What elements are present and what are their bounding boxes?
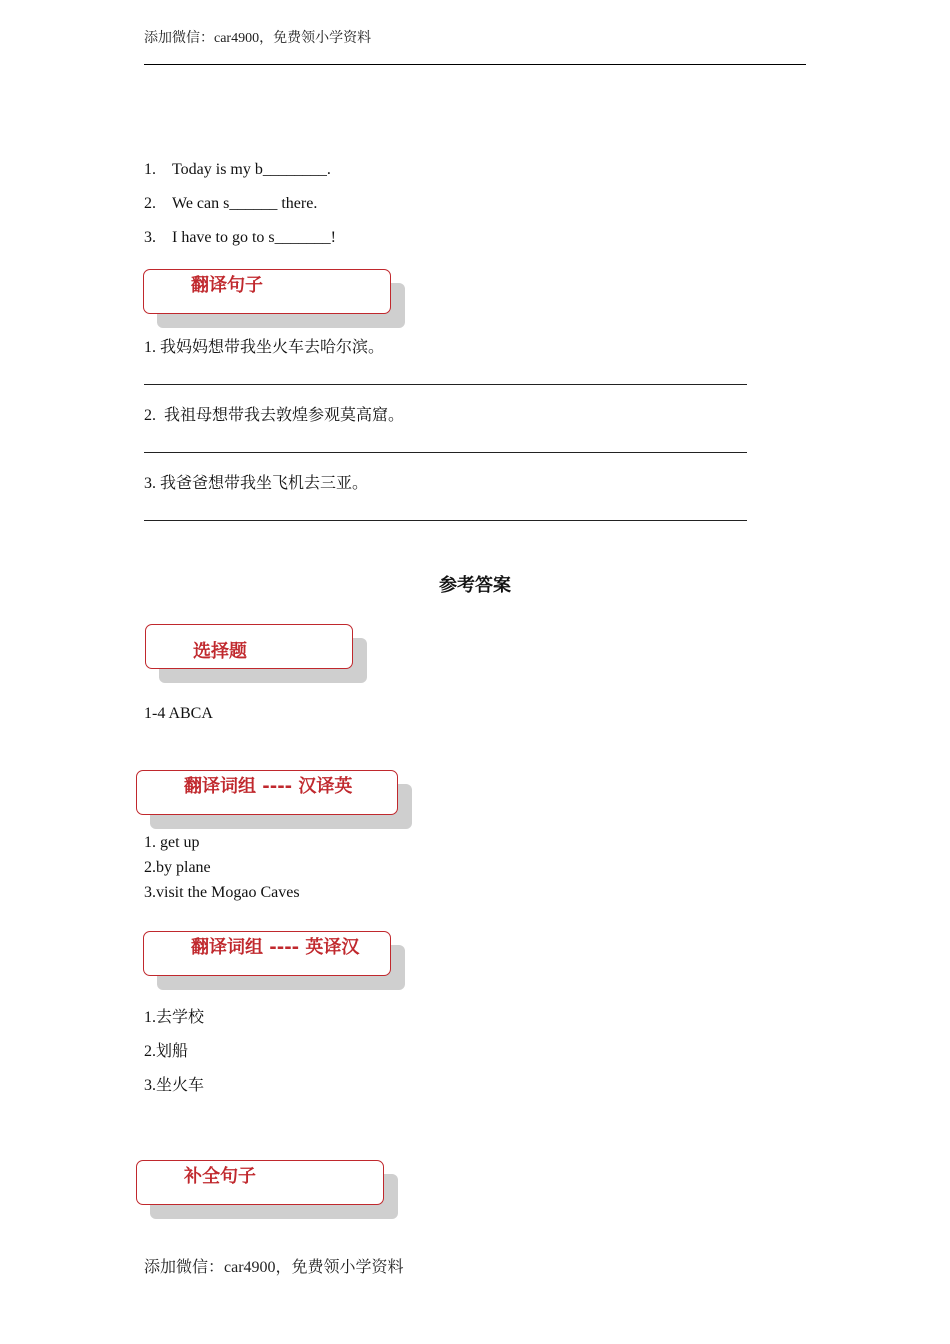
cn-en-answer: 1. get up	[144, 834, 200, 851]
translate-item: 1. 我妈妈想带我坐火车去哈尔滨。	[144, 339, 385, 356]
section-heading-en-cn	[143, 931, 391, 976]
section-heading-complete	[136, 1160, 384, 1205]
answer-line	[144, 520, 747, 521]
section-heading-choice	[145, 624, 353, 669]
cn-en-answer: 2.by plane	[144, 859, 211, 876]
section-heading-cn-en	[136, 770, 398, 815]
en-cn-answer: 3.坐火车	[144, 1077, 205, 1094]
choice-answer: 1-4 ABCA	[144, 705, 213, 722]
section-heading-label: 补全句子	[184, 1166, 256, 1187]
item-text: We can s______ there.	[172, 195, 318, 212]
section-heading-translate-sentences	[143, 269, 391, 314]
item-text: Today is my b________.	[172, 161, 331, 178]
page-footer: 添加微信：car4900，免费领小学资料	[144, 1259, 404, 1276]
page-header: 添加微信：car4900，免费领小学资料	[144, 31, 372, 46]
translate-item: 3. 我爸爸想带我坐飞机去三亚。	[144, 475, 369, 492]
item-number: 2.	[144, 195, 156, 212]
fill-blank-item	[144, 161, 331, 179]
item-number: 1.	[144, 161, 156, 178]
translate-item: 2. 我祖母想带我去敦煌参观莫高窟。	[144, 407, 405, 424]
section-heading-label: 翻译词组 ---- 英译汉	[191, 937, 360, 958]
en-cn-answer: 2.划船	[144, 1043, 189, 1060]
cn-en-answer: 3.visit the Mogao Caves	[144, 884, 300, 901]
section-heading-label: 翻译句子	[191, 275, 263, 296]
section-heading-label: 选择题	[193, 641, 247, 662]
fill-blank-item	[144, 195, 317, 213]
section-heading-label: 翻译词组 ---- 汉译英	[184, 776, 353, 797]
header-divider	[144, 64, 806, 65]
answer-line	[144, 452, 747, 453]
item-number: 3.	[144, 229, 156, 246]
item-text: I have to go to s_______!	[172, 229, 336, 246]
en-cn-answer: 1.去学校	[144, 1009, 205, 1026]
answer-title: 参考答案	[439, 575, 511, 596]
answer-line	[144, 384, 747, 385]
fill-blank-item	[144, 229, 336, 247]
